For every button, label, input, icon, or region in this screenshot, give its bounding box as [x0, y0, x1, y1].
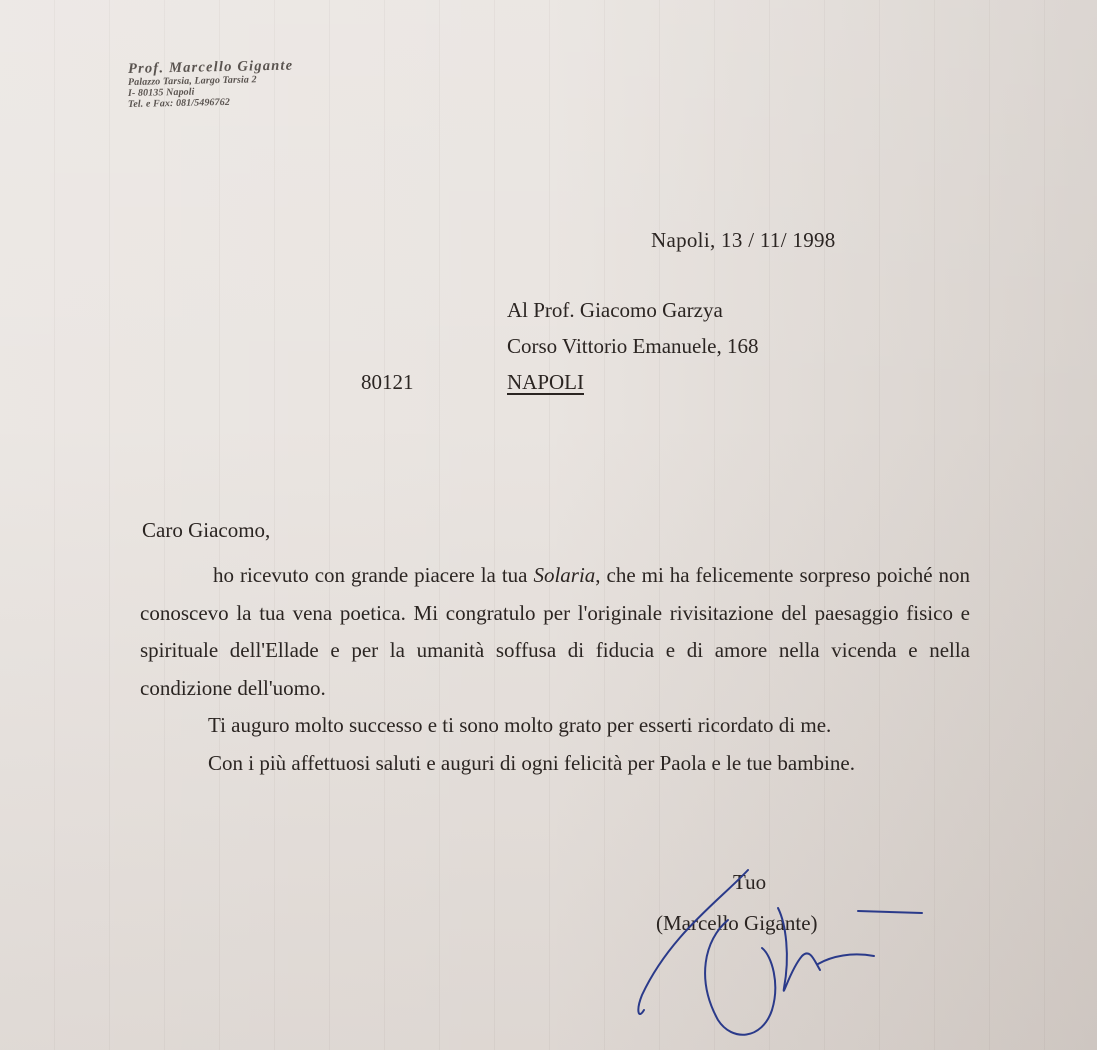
letterhead-address-line2: I- 80135 Napoli [127, 86, 195, 99]
letterhead [127, 57, 294, 110]
body-paragraph-3: Con i più affettuosi saluti e auguri di ogni felicità per Paola e le tue bambine. [208, 750, 855, 775]
letterhead-phone: Tel. e Fax: 081/5496762 [127, 96, 231, 110]
body-paragraph-1 [140, 557, 970, 707]
book-title: Solaria [533, 563, 596, 587]
closing-word: Tuo [733, 870, 767, 894]
recipient-city: NAPOLI [507, 370, 584, 394]
letterhead-address-line1: Palazzo Tarsia, Largo Tarsia 2 [127, 73, 257, 88]
closing-name: (Marcello Gigante) [656, 911, 818, 935]
body-p1-after: , che mi ha felicemente sorpreso poiché non conoscevo la tua vena poetica. Mi congratulo per l'originale rivisitazione del paesaggio fisico e spirituale dell'Ellade e per la umanità soffusa di fiducia e di amore nella vicenda e nella condizione dell'uomo. [140, 563, 970, 700]
letter-body [140, 557, 970, 782]
handwritten-signature [600, 860, 940, 1050]
salutation: Caro Giacomo, [142, 518, 271, 542]
letter-date: Napoli, 13 / 11/ 1998 [651, 228, 836, 252]
recipient-name: Al Prof. Giacomo Garzya [507, 298, 723, 322]
recipient-street: Corso Vittorio Emanuele, 168 [507, 334, 759, 358]
body-p1-before: ho ricevuto con grande piacere la tua [213, 563, 534, 587]
letterhead-name: Prof. Marcello Gigante [127, 57, 294, 77]
recipient-zip: 80121 [361, 370, 414, 394]
body-paragraph-2: Ti auguro molto successo e ti sono molto grato per esserti ricordato di me. [208, 713, 832, 737]
